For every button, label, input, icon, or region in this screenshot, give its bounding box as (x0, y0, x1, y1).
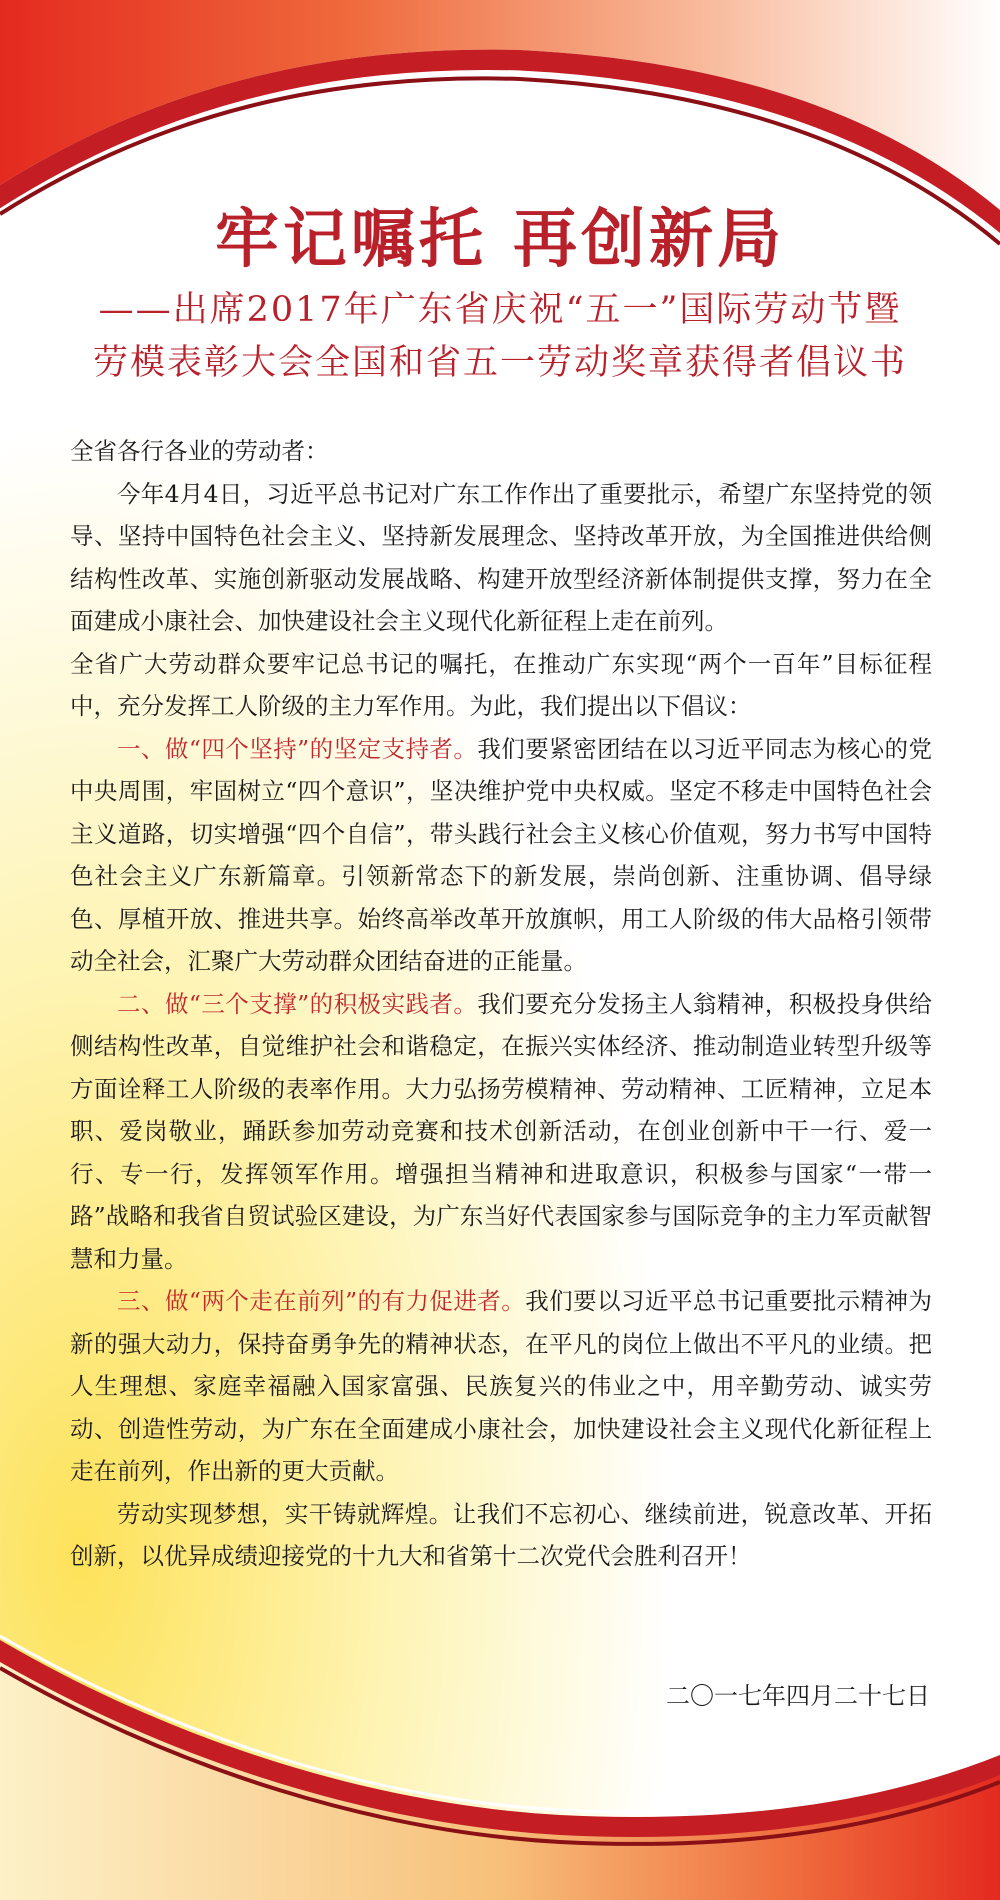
point-2-text: 我们要充分发扬主人翁精神，积极投身供给侧结构性改革，自觉维护社会和谐稳定，在振兴实体经济、推动制造业转型升级等方面诠释工人阶级的表率作用。大力弘扬劳模精神、劳动精神、工匠精神，立足本职、爱岗敬业，踊跃参加劳动竞赛和技术创新活动，在创业创新中干一行、爱一行、专一行，发挥领军作用。增强担当精神和进取意识，积极参与国家“一带一路”战略和我省自贸试验区建设，为广东当好代表国家参与国际竞争的主力军贡献智慧和力量。 (70, 989, 933, 1273)
point-3-text: 我们要以习近平总书记重要批示精神为新的强大动力，保持奋勇争先的精神状态，在平凡的岗位上做出不平凡的业绩。把人生理想、家庭幸福融入国家富强、民族复兴的伟业之中，用辛勤劳动、诚实劳动、创造性劳动，为广东在全面建成小康社会，加快建设社会主义现代化新征程上走在前列，作出新的更大贡献。 (70, 1287, 932, 1485)
closing-paragraph: 劳动实现梦想，实干铸就辉煌。让我们不忘初心、继续前进，锐意改革、开拓创新，以优异成绩迎接党的十九大和省第十二次党代会胜利召开！ (70, 1499, 932, 1570)
point-3-paragraph (70, 1280, 932, 1493)
salutation: 全省各行各业的劳动者： (70, 437, 329, 465)
point-1-text: 我们要紧密团结在以习近平同志为核心的党中央周围，牢固树立“四个意识”，坚决维护党中央权威。坚定不移走中国特色社会主义道路，切实增强“四个自信”，带头践行社会主义核心价值观，努力书写中国特色社会主义广东新篇章。引领新常态下的新发展，崇尚创新、注重协调、倡导绿色、厚植开放、推进共享。始终高举改革开放旗帜，用工人阶级的伟大品格引领带动全社会，汇聚广大劳动群众团结奋进的正能量。 (70, 734, 933, 975)
subtitle-line-2: 劳模表彰大会全国和省五一劳动奖章获得者倡议书 (92, 343, 907, 383)
point-2-paragraph (70, 983, 932, 1281)
body-text (70, 430, 932, 1578)
document-date: 二〇一七年四月二十七日 (666, 1682, 930, 1710)
intro-paragraph-2: 全省广大劳动群众要牢记总书记的嘱托，在推动广东实现“两个一百年”目标征程中，充分发挥工人阶级的主力军作用。为此，我们提出以下倡议： (70, 649, 932, 720)
point-3-heading: 三、做“两个走在前列”的有力促进者。 (117, 1287, 526, 1315)
intro-paragraph: 今年4月4日，习近平总书记对广东工作作出了重要批示，希望广东坚持党的领导、坚持中国特色社会主义、坚持新发展理念、坚持改革开放，为全国推进供给侧结构性改革、实施创新驱动发展战略、构建开放型经济新体制提供支撑，努力在全面建成小康社会、加快建设社会主义现代化新征程上走在前列。 (70, 479, 932, 635)
subtitle-line-1: ——出席2017年广东省庆祝“五一”国际劳动节暨 (98, 290, 902, 330)
point-1-heading: 一、做“四个坚持”的坚定支持者。 (117, 734, 478, 763)
point-1-paragraph (70, 728, 932, 983)
document-title: 牢记嘱托 再创新局 (214, 202, 786, 277)
point-2-heading: 二、做“三个支撑”的积极实践者。 (117, 989, 478, 1018)
